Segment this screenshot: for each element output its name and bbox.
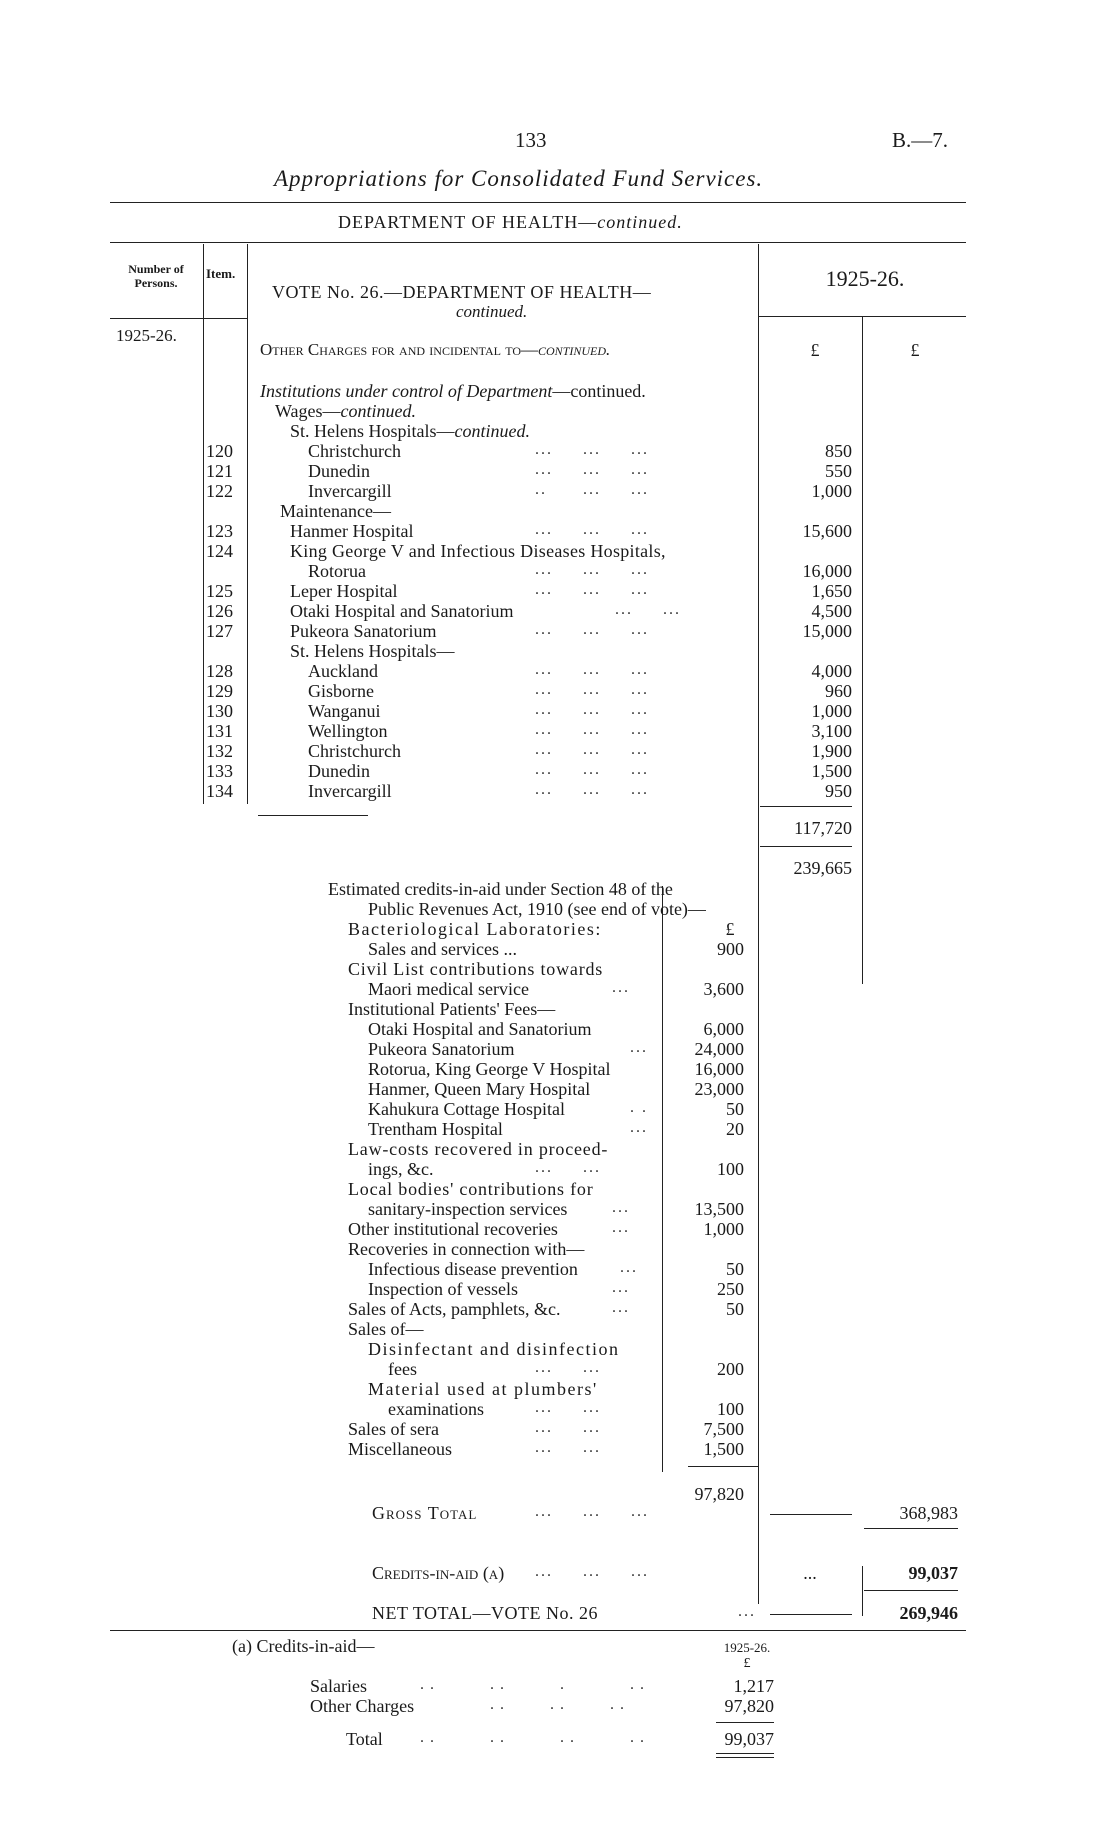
item-label: Christchurch: [308, 741, 401, 761]
divider: [110, 318, 203, 319]
credit-label: Trentham Hospital: [368, 1119, 503, 1139]
pound-header-1: £: [810, 340, 820, 360]
items-subtotal: 117,720: [794, 818, 852, 838]
item-number: 122: [206, 481, 233, 501]
item-number: 123: [206, 521, 233, 541]
leader-dots: ... ... ...: [535, 461, 649, 478]
leader-dots: ... ...: [535, 1419, 601, 1436]
leader-dots: ... ... ...: [535, 1503, 649, 1520]
item-amount: 15,600: [802, 521, 852, 541]
item-label: Pukeora Sanatorium: [290, 621, 437, 641]
sum-rule: [688, 1466, 758, 1467]
net-total-label: NET TOTAL—VOTE No. 26: [372, 1603, 599, 1623]
credit-label: Maori medical service: [368, 979, 529, 999]
double-rule: [716, 1757, 774, 1758]
sum-rule: [760, 846, 852, 847]
leader-dots: ...: [612, 979, 630, 996]
leader-dots: ...: [630, 1119, 648, 1136]
gross-total-label: Gross Total: [372, 1503, 478, 1523]
st-helens-heading: [290, 421, 530, 442]
item-amount: 1,900: [811, 741, 852, 761]
credit-label: Sales of sera: [348, 1419, 439, 1439]
divider: [110, 1630, 966, 1631]
column-header-persons: Number of Persons.: [128, 262, 184, 290]
credit-amount: 1,000: [703, 1219, 744, 1239]
pound-header-2: £: [910, 340, 920, 360]
column-rule: [247, 244, 248, 804]
credit-label: examinations: [388, 1399, 484, 1419]
divider: [110, 242, 966, 243]
item-label: Leper Hospital: [290, 581, 398, 601]
leader-dots: ... ... ...: [535, 701, 649, 718]
item-label: Otaki Hospital and Sanatorium: [290, 601, 514, 621]
sum-rule: [716, 1722, 774, 1723]
credits-intro: Estimated credits-in-aid under Section 48 of the: [328, 879, 673, 899]
column-rule: [758, 244, 759, 1604]
credit-amount: 250: [717, 1279, 744, 1299]
column-header-persons-year: 1925-26.: [116, 326, 177, 345]
credit-amount: 13,500: [694, 1199, 744, 1219]
credit-amount: 6,000: [703, 1019, 744, 1039]
credit-label: Disinfectant and disinfection: [368, 1339, 620, 1359]
divider: [758, 316, 966, 317]
credit-label: Civil List contributions towards: [348, 959, 604, 979]
leader-dots: ... ...: [535, 1159, 601, 1176]
footnote-total-value: 99,037: [724, 1729, 774, 1749]
credit-label: Kahukura Cottage Hospital: [368, 1099, 565, 1119]
leader-dots: ...: [630, 1039, 648, 1056]
leader-dots: ...: [612, 1219, 630, 1236]
footnote-other-value: 97,820: [724, 1696, 774, 1716]
divider: [258, 815, 368, 816]
footnote-year: 1925-26.: [723, 1640, 771, 1655]
leader-dots: ...: [612, 1199, 630, 1216]
item-amount: 1,000: [811, 481, 852, 501]
page-title: Appropriations for Consolidated Fund Services.: [274, 166, 764, 191]
leader-dots: ... ... ...: [535, 621, 649, 638]
wages-heading: [275, 401, 416, 422]
item-amount: 16,000: [802, 561, 852, 581]
item-number: 133: [206, 761, 233, 781]
institutions-heading-text: Institutions under control of Department: [260, 381, 553, 401]
footnote-total-label: Total: [346, 1729, 383, 1749]
credit-amount: 23,000: [694, 1079, 744, 1099]
item-amount: 550: [825, 461, 852, 481]
credit-label: Other institutional recoveries: [348, 1219, 558, 1239]
leader-dots: . .: [630, 1099, 648, 1116]
institutions-heading-continued: —continued.: [552, 381, 646, 401]
credit-label: Otaki Hospital and Sanatorium: [368, 1019, 592, 1039]
leader-dots: ... ... ...: [535, 561, 649, 578]
item-number: 134: [206, 781, 233, 801]
item-amount: 4,000: [811, 661, 852, 681]
leader-dots: ... ...: [535, 1399, 601, 1416]
item-label: Gisborne: [308, 681, 374, 701]
divider: [110, 202, 966, 203]
item-amount: 15,000: [802, 621, 852, 641]
item-number: 132: [206, 741, 233, 761]
item-number: 131: [206, 721, 233, 741]
item-number: 121: [206, 461, 233, 481]
item-number: 128: [206, 661, 233, 681]
column-header-item: Item.: [206, 266, 236, 281]
item-label: King George V and Infectious Diseases Hospitals,: [290, 541, 666, 561]
credit-amount: 20: [726, 1119, 744, 1139]
other-charges-total: 239,665: [793, 858, 852, 878]
page-number: 133: [515, 128, 547, 152]
credit-amount: 50: [726, 1259, 744, 1279]
leader-dots: ... ...: [535, 1439, 601, 1456]
credits-in-aid-dots: ...: [803, 1563, 817, 1583]
credit-amount: 1,500: [703, 1439, 744, 1459]
credit-label: Miscellaneous: [348, 1439, 452, 1459]
vote-title-continued: continued.: [456, 302, 528, 321]
credit-label: Law-costs recovered in proceed-: [348, 1139, 609, 1159]
section-title: [260, 340, 610, 360]
credits-pound: £: [725, 919, 735, 939]
credit-label: fees: [388, 1359, 417, 1379]
net-total-value: 269,946: [899, 1603, 958, 1623]
year-header: 1925-26.: [825, 266, 905, 291]
credit-label: Rotorua, King George V Hospital: [368, 1059, 611, 1079]
item-amount: 1,650: [811, 581, 852, 601]
item-number: 126: [206, 601, 233, 621]
sum-rule: [864, 1590, 958, 1591]
credit-label: Sales of—: [348, 1319, 424, 1339]
credit-label: Institutional Patients' Fees—: [348, 999, 556, 1019]
item-number: 125: [206, 581, 233, 601]
item-label: Invercargill: [308, 781, 392, 801]
leader-dots: ... ... ...: [535, 1563, 649, 1580]
column-rule: [862, 1566, 863, 1616]
leader-dots: ... ... ...: [535, 441, 649, 458]
leader-dots: ... ... ...: [535, 521, 649, 538]
footnote-salaries-value: 1,217: [733, 1676, 774, 1696]
credit-amount: 3,600: [703, 979, 744, 999]
st-helens-heading-text: St. Helens Hospitals—: [290, 421, 455, 441]
item-label: Dunedin: [308, 761, 370, 781]
leader-dots: ... ... ...: [535, 741, 649, 758]
credit-label: Local bodies' contributions for: [348, 1179, 594, 1199]
credit-label: Infectious disease prevention: [368, 1259, 578, 1279]
item-amount: 1,500: [811, 761, 852, 781]
department-heading: [338, 212, 683, 233]
item-label: Christchurch: [308, 441, 401, 461]
wages-heading-text: Wages—: [275, 401, 341, 421]
item-number: 130: [206, 701, 233, 721]
leader-dots: ...: [612, 1299, 630, 1316]
item-amount: 850: [825, 441, 852, 461]
leader-dots: .. .. ..: [490, 1696, 630, 1713]
item-label: Wellington: [308, 721, 388, 741]
credit-label: sanitary-inspection services: [368, 1199, 568, 1219]
item-amount: 3,100: [811, 721, 852, 741]
leader-dots: ...: [612, 1279, 630, 1296]
credit-label: Inspection of vessels: [368, 1279, 518, 1299]
leader-dots: .. .. .. ..: [420, 1729, 650, 1746]
footnote-title: (a) Credits-in-aid—: [232, 1636, 375, 1656]
credit-label: Hanmer, Queen Mary Hospital: [368, 1079, 591, 1099]
leader-dots: ... ... ...: [535, 661, 649, 678]
double-rule: [716, 1753, 774, 1754]
credit-label: ings, &c.: [368, 1159, 434, 1179]
item-label-continued: Rotorua: [308, 561, 366, 581]
item-number: 120: [206, 441, 233, 461]
department-continued: continued.: [597, 212, 683, 232]
leader-dots: ... ... ...: [535, 761, 649, 778]
column-rule: [203, 244, 204, 804]
credit-amount: 50: [726, 1299, 744, 1319]
footnote-pound: £: [743, 1656, 751, 1671]
credit-label: Pukeora Sanatorium: [368, 1039, 515, 1059]
leader-dots: .. .. . ..: [420, 1676, 650, 1693]
leader-dots: ... ... ...: [535, 581, 649, 598]
leader-dots: ...: [620, 1259, 638, 1276]
leader-dots: ... ... ...: [535, 681, 649, 698]
credit-amount: 16,000: [694, 1059, 744, 1079]
leader-dots: ... ...: [535, 1359, 601, 1376]
credit-label: Material used at plumbers': [368, 1379, 598, 1399]
divider: [770, 1514, 852, 1515]
vote-title: VOTE No. 26.—DEPARTMENT OF HEALTH—: [272, 282, 652, 302]
credit-amount: 100: [717, 1399, 744, 1419]
credits-in-aid-value: 99,037: [908, 1563, 958, 1583]
item-label: Hanmer Hospital: [290, 521, 414, 541]
credit-amount: 24,000: [694, 1039, 744, 1059]
section-title-text: Other Charges for and incidental to—: [260, 340, 539, 359]
leader-dots: .. ... ...: [535, 481, 649, 498]
leader-dots: ...: [738, 1603, 756, 1620]
credit-amount: 200: [717, 1359, 744, 1379]
sum-rule: [864, 1528, 958, 1529]
credit-amount: 900: [717, 939, 744, 959]
item-label: Dunedin: [308, 461, 370, 481]
credit-label: Sales of Acts, pamphlets, &c.: [348, 1299, 561, 1319]
leader-dots: ... ... ...: [535, 721, 649, 738]
credit-amount: 100: [717, 1159, 744, 1179]
item-number: 124: [206, 541, 233, 561]
item-label: Invercargill: [308, 481, 392, 501]
bacteriological-heading: Bacteriological Laboratories:: [348, 919, 602, 939]
document-reference: B.—7.: [892, 128, 949, 152]
item-amount: 950: [825, 781, 852, 801]
st-helens-heading-continued: continued.: [454, 421, 530, 441]
item-number: 127: [206, 621, 233, 641]
footnote-salaries-label: Salaries: [310, 1676, 367, 1696]
department-name: DEPARTMENT OF HEALTH—: [338, 212, 598, 232]
leader-dots: ... ...: [615, 601, 681, 618]
credit-amount: 50: [726, 1099, 744, 1119]
sum-rule: [760, 806, 852, 807]
credits-total: 97,820: [694, 1484, 744, 1504]
maintenance-heading: Maintenance—: [280, 501, 391, 521]
item-amount: 1,000: [811, 701, 852, 721]
credit-amount: 7,500: [703, 1419, 744, 1439]
item-amount: 4,500: [811, 601, 852, 621]
credit-label: Recoveries in connection with—: [348, 1239, 585, 1259]
item-label: Wanganui: [308, 701, 381, 721]
divider: [770, 1614, 852, 1615]
section-title-continued: continued.: [538, 340, 611, 359]
column-rule: [662, 886, 663, 1472]
item-number: 129: [206, 681, 233, 701]
credits-in-aid-label: Credits-in-aid (a): [372, 1563, 505, 1583]
divider: [203, 318, 247, 319]
institutions-heading: [260, 381, 646, 402]
item-amount: 960: [825, 681, 852, 701]
wages-heading-continued: continued.: [340, 401, 417, 421]
gross-total-value: 368,983: [899, 1503, 958, 1523]
credits-intro-continued: Public Revenues Act, 1910 (see end of vote)—: [368, 899, 706, 919]
column-rule: [862, 316, 863, 984]
st-helens-heading-2: St. Helens Hospitals—: [290, 641, 455, 661]
footnote-other-label: Other Charges: [310, 1696, 415, 1716]
item-label: Auckland: [308, 661, 378, 681]
credit-label: Sales and services ...: [368, 939, 517, 959]
leader-dots: ... ... ...: [535, 781, 649, 798]
